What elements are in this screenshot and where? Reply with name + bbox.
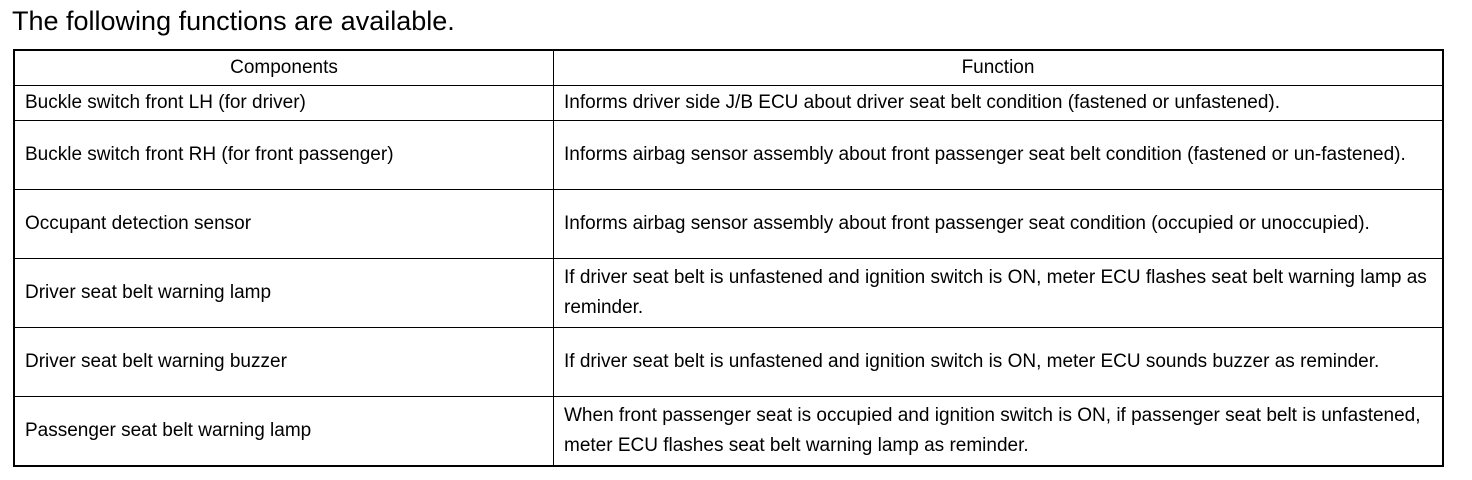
- header-function: Function: [554, 50, 1444, 86]
- component-cell: Buckle switch front RH (for front passenger): [14, 121, 554, 190]
- function-cell: Informs driver side J/B ECU about driver seat belt condition (fastened or unfastened).: [554, 86, 1444, 121]
- component-cell: Occupant detection sensor: [14, 190, 554, 259]
- component-cell: Buckle switch front LH (for driver): [14, 86, 554, 121]
- function-cell: If driver seat belt is unfastened and ignition switch is ON, meter ECU sounds buzzer as reminder.: [554, 328, 1444, 397]
- intro-heading: The following functions are available.: [12, 6, 455, 36]
- table-row: [14, 190, 1443, 259]
- table-row: [14, 397, 1443, 467]
- component-cell: Driver seat belt warning lamp: [14, 259, 554, 328]
- header-components: Components: [14, 50, 554, 86]
- component-cell: Passenger seat belt warning lamp: [14, 397, 554, 467]
- table-row: [14, 328, 1443, 397]
- functions-table: [13, 49, 1444, 467]
- function-cell: If driver seat belt is unfastened and ignition switch is ON, meter ECU flashes seat belt warning lamp as reminder.: [554, 259, 1444, 328]
- table-row: [14, 259, 1443, 328]
- function-cell: When front passenger seat is occupied and ignition switch is ON, if passenger seat belt is unfastened, meter ECU flashes seat belt warning lamp as reminder.: [554, 397, 1444, 467]
- function-cell: Informs airbag sensor assembly about front passenger seat condition (occupied or unoccupied).: [554, 190, 1444, 259]
- table-header-row: [14, 50, 1443, 86]
- table-row: [14, 121, 1443, 190]
- table-row: [14, 86, 1443, 121]
- component-cell: Driver seat belt warning buzzer: [14, 328, 554, 397]
- function-cell: Informs airbag sensor assembly about front passenger seat belt condition (fastened or un-fastened).: [554, 121, 1444, 190]
